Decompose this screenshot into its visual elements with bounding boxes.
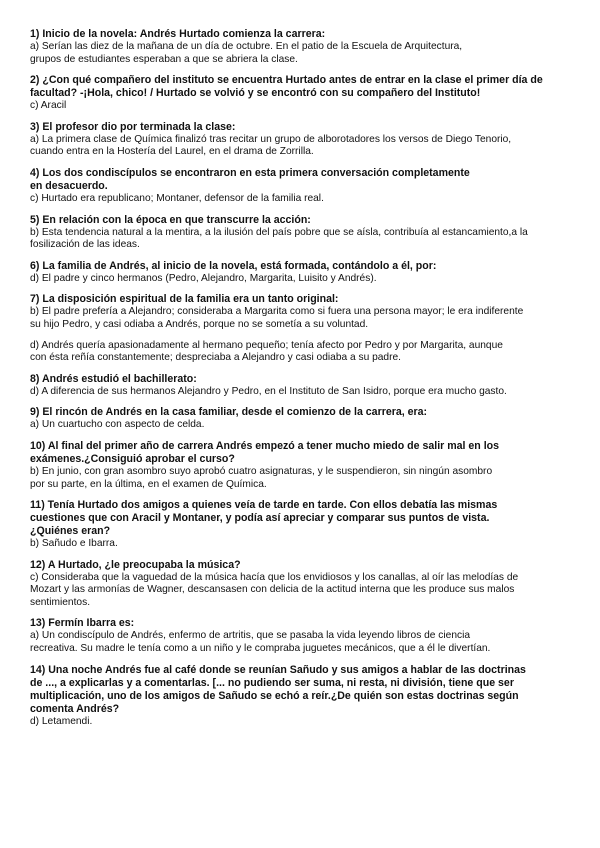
quiz-item (30, 167, 560, 206)
quiz-item (30, 440, 560, 491)
question-text: 6) La familia de Andrés, al inicio de la novela, está formada, contándolo a él, por: (30, 259, 437, 272)
answer-text: c) Consideraba que la vaguedad de la música hacía que los envidiosos y los canallas, al oír las melodías de Mozart y las armonías de Wagner, descansasen con delicia de la actitud interna que les produce sus malos sentimientos. (30, 571, 519, 608)
question-text: 7) La disposición espiritual de la familia era un tanto original: (30, 293, 339, 306)
question-text: 14) Una noche Andrés fue al café donde se reunían Sañudo y sus amigos a hablar de las doctrinas de ..., a explicarlas y a comentarlas. [... no pudiendo ser suma, ni resta, ni división, tiene que ser multiplicación, uno de los amigos de Sañudo se echó a reír.¿De quién son estas doctrinas según comenta Andrés? (30, 663, 526, 715)
quiz-item (30, 260, 560, 286)
answer-text: b) Sañudo e Ibarra. (30, 538, 118, 550)
question-text: 12) A Hurtado, ¿le preocupaba la música? (30, 558, 241, 571)
quiz-item (30, 559, 560, 610)
answer-text: b) En junio, con gran asombro suyo aprobó cuatro asignaturas, y le suspendieron, sin ningún asombro por su parte, en la última, en el examen de Química. (30, 465, 493, 490)
question-text: 3) El profesor dio por terminada la clase: (30, 120, 236, 133)
question-text: 5) En relación con la época en que transcurre la acción: (30, 213, 311, 226)
answer-text: d) Letamendi. (30, 715, 93, 727)
answer-text: a) Un cuartucho con aspecto de celda. (30, 419, 205, 431)
question-text: 1) Inicio de la novela: Andrés Hurtado comienza la carrera: (30, 28, 326, 40)
answer-text: d) El padre y cinco hermanos (Pedro, Alejandro, Margarita, Luisito y Andrés). (30, 272, 377, 284)
quiz-item (30, 28, 560, 66)
quiz-item (30, 373, 560, 399)
quiz-item (30, 664, 560, 729)
question-text: 4) Los dos condiscípulos se encontraron en esta primera conversación completamente en desacuerdo. (30, 166, 470, 192)
question-text: 11) Tenía Hurtado dos amigos a quienes veía de tarde en tarde. Con ellos debatía las mismas cuestiones que con Aracil y Montaner, y podía así apreciar y comparar sus puntos de vista. ¿Quiénes eran? (30, 499, 498, 538)
question-text: 13) Fermín Ibarra es: (30, 617, 135, 630)
answer-text: d) Andrés quería apasionadamente al hermano pequeño; tenía afecto por Pedro y por Margarita, aunque con ésta reñía constantemente; despreciaba a Alejandro y casi odiaba a su padre. (30, 339, 503, 364)
answer-text: a) Serían las diez de la mañana de un día de octubre. En el patio de la Escuela de Arquitectura, grupos de estudiantes esperaban a que se abriera la clase. (30, 41, 463, 65)
question-text: 2) ¿Con qué compañero del instituto se encuentra Hurtado antes de entrar en la clase el primer día de facultad? -¡Hola, chico! / Hurtado se volvió y se encontró con su compañero del Instituto! (30, 74, 543, 100)
question-text: 10) Al final del primer año de carrera Andrés empezó a tener mucho miedo de salir mal en los exámenes.¿Consiguió aprobar el curso? (30, 439, 500, 465)
question-text: 9) El rincón de Andrés en la casa familiar, desde el comienzo de la carrera, era: (30, 406, 428, 419)
quiz-item (30, 74, 560, 113)
answer-text: d) A diferencia de sus hermanos Alejandro y Pedro, en el Instituto de San Isidro, porque era mucho gasto. (30, 385, 507, 397)
answer-text: a) La primera clase de Química finalizó tras recitar un grupo de alborotadores los versos de Diego Tenorio, cuando entra en la Hostería del Laurel, en el drama de Zorrilla. (30, 133, 512, 158)
quiz-item (30, 499, 560, 551)
quiz-item (30, 406, 560, 432)
quiz-item (30, 293, 560, 364)
answer-text: c) Aracil (30, 100, 67, 112)
question-text: 8) Andrés estudió el bachillerato: (30, 372, 197, 385)
quiz-item (30, 121, 560, 159)
answer-text: b) Esta tendencia natural a la mentira, a la ilusión del país pobre que se aísla, contribuía al estancamiento,a la fosilización de las ideas. (30, 226, 528, 251)
answer-text: b) El padre prefería a Alejandro; consideraba a Margarita como si fuera una persona mayor; le era indiferente su hijo Pedro, y casi odiaba a Andrés, porque no se sometía a su voluntad. (30, 306, 524, 330)
quiz-item (30, 617, 560, 655)
quiz-item (30, 214, 560, 252)
answer-text: c) Hurtado era republicano; Montaner, defensor de la familia real. (30, 192, 324, 204)
answer-text: a) Un condiscípulo de Andrés, enfermo de artritis, que se pasaba la vida leyendo libros de ciencia recreativa. Su madre le tenía como a un niño y le compraba juguetes mecánicos, que a él le divertían. (30, 630, 491, 655)
